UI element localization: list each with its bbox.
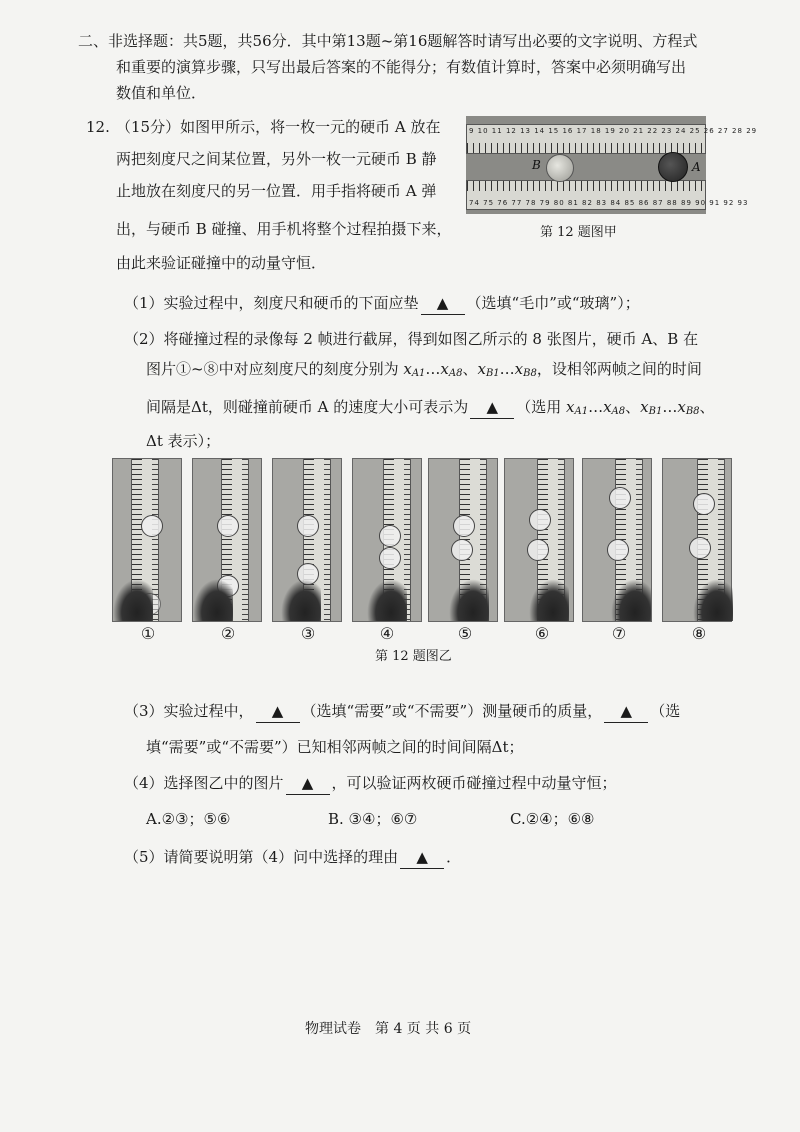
- coin-b: [546, 154, 574, 182]
- q12-intro-line-1: （15分）如图甲所示，将一枚一元的硬币 A 放在: [116, 118, 441, 136]
- var-x: x: [566, 398, 575, 416]
- part-4-line: [124, 772, 617, 795]
- frame-6: [504, 458, 574, 622]
- ellipsis: …: [425, 360, 441, 378]
- frame-5: [428, 458, 498, 622]
- q12-intro-line-3: 止地放在刻度尺的另一位置．用手指将硬币 A 弹: [116, 182, 437, 200]
- ellipsis: …: [588, 398, 604, 416]
- var-x: x: [403, 360, 412, 378]
- var-sub-a1: A1: [574, 406, 589, 417]
- var-x: x: [640, 398, 649, 416]
- part-5-prefix: （5）请简要说明第（4）问中选择的理由: [124, 848, 399, 866]
- q12-intro-line-5: 由此来验证碰撞中的动量守恒．: [116, 254, 327, 272]
- frame-2: [192, 458, 262, 622]
- var-x: x: [603, 398, 612, 416]
- q12-intro-line-2: 两把刻度尺之间某位置，另外一枚一元硬币 B 静: [116, 150, 437, 168]
- frame-label-6: ⑥: [534, 624, 550, 643]
- var-x: x: [514, 360, 524, 378]
- separator: 、: [699, 398, 715, 416]
- part-2-line-1: （2）将碰撞过程的录像每 2 帧进行截屏，得到如图乙所示的 8 张图片，硬币 A、B 在: [124, 330, 699, 348]
- frame-3: [272, 458, 342, 622]
- separator: 、: [625, 398, 641, 416]
- coin-b-label: B: [532, 158, 541, 172]
- frame-7: [582, 458, 652, 622]
- coin-a: [658, 152, 688, 182]
- bottom-ruler: [466, 180, 749, 210]
- part-3-text-c: （选: [650, 702, 681, 720]
- part-2-line-2-end: ，设相邻两帧之间的时间: [536, 360, 702, 378]
- section-heading-line-3: 数值和单位．: [116, 84, 207, 102]
- part-2-line-3-text: 间隔是Δt，则碰撞前硬币 A 的速度大小可表示为: [146, 398, 469, 416]
- part-3-answer-blank-1[interactable]: ▲: [256, 700, 300, 723]
- var-sub-b1: B1: [648, 406, 663, 417]
- figure-a-photo: [466, 116, 758, 214]
- var-x: x: [677, 398, 686, 416]
- frame-8: [662, 458, 732, 622]
- part-3-answer-blank-2[interactable]: ▲: [604, 700, 648, 723]
- part-2-line-4: Δt 表示）；: [146, 432, 221, 450]
- var-sub-b1: B1: [485, 368, 500, 379]
- part-2-line-3: [146, 396, 715, 423]
- part-2-answer-blank[interactable]: ▲: [470, 396, 514, 419]
- part-2-line-2: [146, 358, 702, 385]
- var-x: x: [440, 360, 449, 378]
- part-4-prefix: （4）选择图乙中的图片: [124, 774, 284, 792]
- part-4-suffix: ，可以验证两枚硬币碰撞过程中动量守恒；: [331, 774, 617, 792]
- part-1-suffix: （选填“毛巾”或“玻璃”）；: [466, 294, 640, 312]
- option-b[interactable]: B. ③④；⑥⑦: [328, 810, 418, 828]
- section-heading-line-2: 和重要的演算步骤，只写出最后答案的不能得分；有数值计算时，答案中必须明确写出: [116, 58, 687, 76]
- var-sub-b8: B8: [523, 368, 537, 379]
- part-3-text-a: （3）实验过程中，: [124, 702, 254, 720]
- section-heading-line-1: 二、非选择题：共5题，共56分．其中第13题~第16题解答时请写出必要的文字说明、方程式: [78, 32, 698, 50]
- var-sub-a8: A8: [611, 406, 626, 417]
- bottom-ruler-scale: 74 75 76 77 78 79 80 81 82 83 84 85 86 87 88 89 90 91 92 93: [469, 199, 749, 207]
- var-sub-a1: A1: [411, 368, 426, 379]
- part-3-text-b: （选填“需要”或“不需要”）测量硬币的质量，: [301, 702, 603, 720]
- var-sub-b8: B8: [685, 406, 700, 417]
- frame-label-3: ③: [300, 624, 316, 643]
- part-5-answer-blank[interactable]: ▲: [400, 846, 444, 869]
- part-2-choose-text: （选用: [516, 398, 567, 416]
- part-1-prefix: （1）实验过程中，刻度尺和硬币的下面应垫: [124, 294, 419, 312]
- part-5-suffix: ．: [446, 848, 462, 866]
- part-1: [124, 292, 640, 315]
- part-3-line-1: [124, 700, 680, 723]
- part-1-answer-blank[interactable]: ▲: [421, 292, 465, 315]
- var-x: x: [477, 360, 486, 378]
- top-ruler-scale: 9 10 11 12 13 14 15 16 17 18 19 20 21 22 23 24 25 26 27 28 29: [469, 127, 758, 135]
- frame-label-8: ⑧: [691, 624, 707, 643]
- part-2-line-2-text: 图片①~⑧中对应刻度尺的刻度分别为: [146, 360, 404, 378]
- separator: 、: [462, 360, 478, 378]
- figure-b-frames: [112, 458, 734, 622]
- ellipsis: …: [662, 398, 678, 416]
- var-sub-a8: A8: [448, 368, 463, 379]
- frame-4: [352, 458, 422, 622]
- top-ruler: [466, 124, 758, 154]
- option-a[interactable]: A.②③；⑤⑥: [146, 810, 231, 828]
- coin-a-label: A: [692, 160, 701, 174]
- frame-label-5: ⑤: [457, 624, 473, 643]
- ellipsis: …: [499, 360, 515, 378]
- option-c[interactable]: C.②④；⑥⑧: [510, 810, 595, 828]
- frame-label-1: ①: [140, 624, 156, 643]
- page-footer: 物理试卷 第 4 页 共 6 页: [305, 1021, 472, 1037]
- figure-b-caption: 第 12 题图乙: [375, 649, 452, 664]
- frame-label-4: ④: [379, 624, 395, 643]
- frame-label-7: ⑦: [611, 624, 627, 643]
- figure-a-caption: 第 12 题图甲: [540, 225, 617, 240]
- frame-1: [112, 458, 182, 622]
- part-3-line-2: 填“需要”或“不需要”）已知相邻两帧之间的时间间隔Δt；: [146, 738, 524, 756]
- frame-label-2: ②: [220, 624, 236, 643]
- part-5-line: [124, 846, 461, 869]
- part-4-answer-blank[interactable]: ▲: [286, 772, 330, 795]
- q12-intro-line-4: 出，与硬币 B 碰撞、用手机将整个过程拍摄下来，: [116, 220, 452, 238]
- question-number: 12.: [86, 118, 110, 136]
